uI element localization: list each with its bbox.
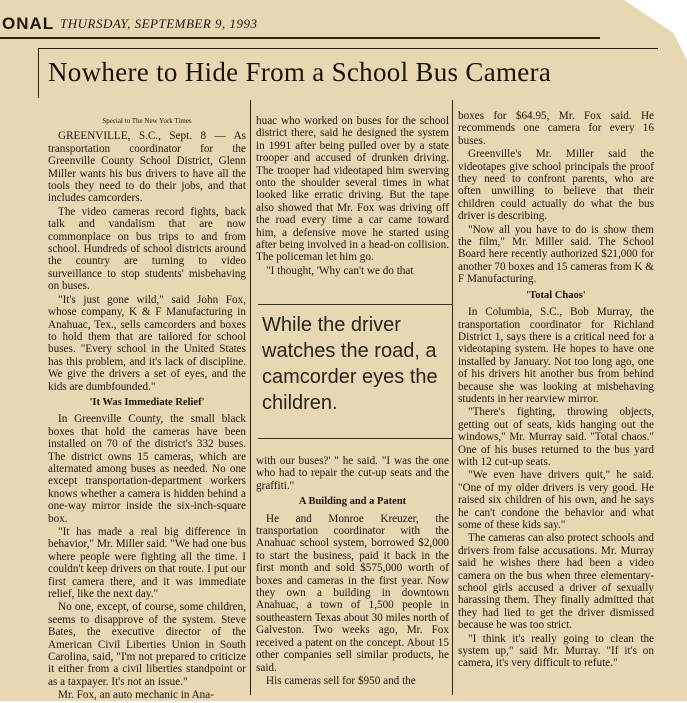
paragraph: His cameras sell for $950 and the — [266, 674, 416, 687]
paragraph: GREENVILLE, S.C., Sept. 8 — As transportation coordinator for the Greenville County School District, Glenn Miller wants his bus drivers to have all the tools they need to do their jobs, and that includes camcorders. — [48, 130, 246, 205]
column-divider-1 — [250, 100, 251, 695]
column-2-top — [256, 115, 449, 278]
paragraph: Greenville's Mr. Miller said the videotapes give school principals the proof they need to confront parents, who are often unwilling to believe that their children could actually do what the bus driver is describing. — [458, 148, 654, 223]
paragraph: He and Monroe Kreuzer, the transportation coordinator with the Anahuac school system, borrowed $2,000 to start the business, paid it back in the first month and sold $575,000 worth of boxes and cameras in the first year. Now they own a building in downtown Anahuac, a town of 1,500 people in southeastern Texas about 30 miles north of Galveston. Two weeks ago, Mr. Fox received a patent on the concept. About 15 other companies sell similar products, he said. — [256, 512, 449, 674]
paragraph: In Greenville County, the small black boxes that hold the cameras have been installed on 70 of the district's 332 buses. The district owns 15 cameras, which are alternated among buses as needed. No one except transportation-department workers knows whether a camera is hidden behind a one-way mirror inside the six-inch-square box. — [48, 413, 246, 525]
pull-quote-rule-top — [258, 304, 453, 305]
headline: Nowhere to Hide From a School Bus Camera — [48, 57, 552, 87]
paragraph: "I think it's really going to clean the system up," said Mr. Murray. "If it's on camera, it's very difficult to refute." — [458, 632, 654, 670]
column-1 — [48, 115, 246, 703]
paragraph: huac who worked on buses for the school district there, said he designed the system in 1991 after being pulled over by a state trooper and accused of drunken driving. The trooper had videotaped him swerving onto the shoulder several times in what looked like erratic driving. But the tape also showed that Mr. Fox was driving off the road every time a car came toward him, a defensive move he started using after being involved in a head-on collision. The policeman let him go. — [256, 115, 449, 264]
pull-quote: While the driver watches the road, a camcorder eyes the children. — [262, 314, 438, 414]
paragraph: In Columbia, S.C., Bob Murray, the transportation coordinator for Richland District 1, says there is a critical need for a videotaping system. He hopes to have one installed by January. Not too long ago, one of his drivers hit another bus from behind because she was looking at misbehaving students in her rearview mirror. — [458, 306, 654, 405]
paragraph: "I thought, 'Why can't we do that — [266, 264, 414, 277]
column-3 — [458, 110, 654, 671]
paragraph: The video cameras record fights, back talk and vandalism that are now commonplace on bus trips to and from school. Hundreds of school districts around the country are turning to video surveillance to stop students' misbehaving on buses. — [48, 205, 246, 293]
column-divider-2 — [452, 100, 453, 695]
paragraph: boxes for $64.95, Mr. Fox said. He recommends one camera for every 16 buses. — [458, 110, 654, 147]
paper-name: ONAL — [2, 14, 55, 33]
masthead — [0, 14, 687, 36]
paragraph: "We even have drivers quit," he said. "One of my older drivers is very good. He raised six children of his own, and he says he can't condone the behavior and what some of these kids say." — [458, 469, 654, 531]
subhead: 'It Was Immediate Relief' — [89, 396, 205, 408]
paragraph: "Now all you have to do is show them the film," Mr. Miller said. The School Board here recently authorized $21,000 for another 70 boxes and 15 cameras from K & F Manufacturing. — [458, 223, 654, 286]
subhead: 'Total Chaos' — [526, 289, 586, 301]
paragraph: No one, except, of course, some children, seems to disapprove of the system. Steve Bates, the executive director of the American Civil Liberties Union in South Carolina, said, "I'm not prepared to criticize it either from a civil liberties standpoint or as a taxpayer. It's not an issue." — [48, 601, 246, 688]
subhead: A Building and a Patent — [298, 496, 407, 508]
paragraph: "It's just gone wild," said John Fox, whose company, K & F Manufacturing in Anahuac, Tex., sells camcorders and boxes to hold them that are tailored for school buses. "Every school in the United States has this problem, and it's lack of discipline. We give the drivers a set of eyes, and the kids are dumbfounded." — [48, 293, 246, 393]
paragraph: "There's fighting, throwing objects, getting out of seats, kids hanging out the windows," Mr. Murray said. "Total chaos." One of his buses returned to the bus yard with 12 cut-up seats. — [458, 406, 654, 468]
paragraph: "It has made a real big difference in behavior," Mr. Miller said. "We had one bus where people were fighting all the time. I couldn't keep drivers on that route. I put our first camera there, and it was immediate relief, like the next day." — [48, 526, 246, 601]
headline-box-top — [38, 48, 658, 49]
headline-box-left — [38, 48, 39, 98]
top-rule — [0, 37, 600, 39]
paragraph: with our buses?' " he said. "I was the one who had to repair the cut-up seats and the graffiti." — [256, 455, 449, 492]
issue-date: THURSDAY, SEPTEMBER 9, 1993 — [60, 16, 258, 31]
paragraph: The cameras can also protect schools and drivers from false accusations. Mr. Murray said he wishes there had been a video camera on the bus when three elementary-school girls accused a driver of sexually harassing them. They finally admitted that they had lied to get the driver dismissed because he was too strict. — [458, 532, 654, 632]
paragraph: Mr. Fox, an auto mechanic in Ana- — [58, 689, 214, 702]
byline-credit: Special to The New York Times — [102, 117, 192, 125]
column-2-bottom — [256, 455, 449, 688]
pull-quote-rule-bottom — [258, 438, 453, 439]
